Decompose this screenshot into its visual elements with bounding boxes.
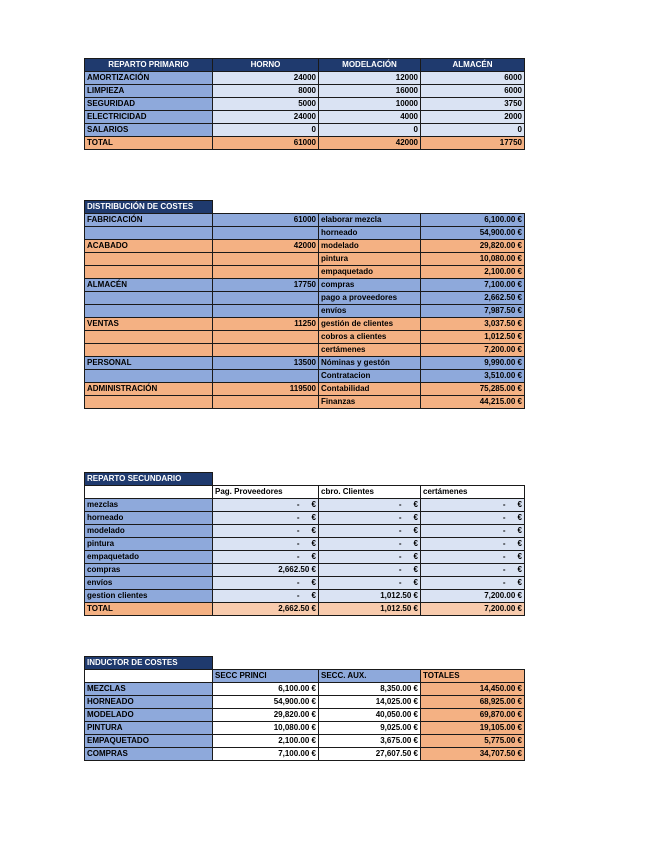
- cell-value: 3,675.00 €: [319, 735, 421, 748]
- table-row: [85, 748, 525, 761]
- row-label: compras: [85, 564, 213, 577]
- cell-value: 10,080.00 €: [213, 722, 319, 735]
- cell-value: [213, 551, 319, 564]
- cell-value: [319, 499, 421, 512]
- cell-value: 14,025.00 €: [319, 696, 421, 709]
- cell-value: [319, 551, 421, 564]
- cell-value: [213, 590, 319, 603]
- row-label: MEZCLAS: [85, 683, 213, 696]
- cell-value: 2,100.00 €: [213, 735, 319, 748]
- section-label: [85, 292, 213, 305]
- table-title-row: [85, 657, 525, 670]
- dash-value: - €: [398, 526, 418, 535]
- activity-value: 29,820.00 €: [421, 240, 525, 253]
- section-label: [85, 396, 213, 409]
- section-value: 11250: [213, 318, 319, 331]
- table-row: [85, 85, 525, 98]
- section-value: [213, 370, 319, 383]
- cell-value: 1,012.50 €: [319, 590, 421, 603]
- header-cell: [85, 486, 213, 499]
- section-label: [85, 253, 213, 266]
- dash-value: - €: [296, 526, 316, 535]
- activity-label: cobros a clientes: [319, 331, 421, 344]
- dash-value: - €: [502, 539, 522, 548]
- dash-value: - €: [296, 513, 316, 522]
- table-row: [85, 499, 525, 512]
- table-row: [85, 227, 525, 240]
- cell-value: 6,100.00 €: [213, 683, 319, 696]
- table-row: [85, 590, 525, 603]
- row-label: modelado: [85, 525, 213, 538]
- table-row: [85, 111, 525, 124]
- table-row: [85, 551, 525, 564]
- total-value: 7,200.00 €: [421, 603, 525, 616]
- row-label: mezclas: [85, 499, 213, 512]
- table-row: [85, 683, 525, 696]
- table-title-row: [85, 201, 525, 214]
- section-label: ALMACÉN: [85, 279, 213, 292]
- dash-value: - €: [296, 539, 316, 548]
- table-header-row: [85, 670, 525, 683]
- section-label: FABRICACIÓN: [85, 214, 213, 227]
- row-label: EMPAQUETADO: [85, 735, 213, 748]
- dash-value: - €: [502, 565, 522, 574]
- cell-value: 12000: [319, 72, 421, 85]
- section-label: ACABADO: [85, 240, 213, 253]
- cell-value: [421, 512, 525, 525]
- cell-value: [421, 538, 525, 551]
- row-label: PINTURA: [85, 722, 213, 735]
- cell-value: 0: [213, 124, 319, 137]
- cell-value: 24000: [213, 111, 319, 124]
- table-row: [85, 564, 525, 577]
- activity-label: pintura: [319, 253, 421, 266]
- section-value: [213, 344, 319, 357]
- cell-value: 16000: [319, 85, 421, 98]
- header-cell: ALMACÉN: [421, 59, 525, 72]
- section-value: 13500: [213, 357, 319, 370]
- section-label: [85, 305, 213, 318]
- cell-value: [421, 525, 525, 538]
- activity-value: 2,662.50 €: [421, 292, 525, 305]
- dash-value: - €: [398, 500, 418, 509]
- table-row: [85, 577, 525, 590]
- section-label: PERSONAL: [85, 357, 213, 370]
- table-title-row: [85, 473, 525, 486]
- total-value: 69,870.00 €: [421, 709, 525, 722]
- cell-value: 8000: [213, 85, 319, 98]
- activity-value: 44,215.00 €: [421, 396, 525, 409]
- dash-value: - €: [398, 513, 418, 522]
- table-row: [85, 240, 525, 253]
- total-row: [85, 603, 525, 616]
- cell-value: [319, 525, 421, 538]
- cell-value: 0: [421, 124, 525, 137]
- activity-value: 54,900.00 €: [421, 227, 525, 240]
- total-value: 34,707.50 €: [421, 748, 525, 761]
- total-value: 14,450.00 €: [421, 683, 525, 696]
- table-row: [85, 735, 525, 748]
- cell-value: 7,100.00 €: [213, 748, 319, 761]
- cell-value: [213, 512, 319, 525]
- row-label: COMPRAS: [85, 748, 213, 761]
- inductor-costes-table: [84, 656, 525, 761]
- cell-value: [421, 564, 525, 577]
- activity-label: envíos: [319, 305, 421, 318]
- cell-value: [213, 525, 319, 538]
- activity-label: compras: [319, 279, 421, 292]
- table-row: [85, 525, 525, 538]
- dash-value: - €: [502, 552, 522, 561]
- activity-label: Nóminas y gestón: [319, 357, 421, 370]
- total-value: 2,662.50 €: [213, 603, 319, 616]
- row-label: LIMPIEZA: [85, 85, 213, 98]
- activity-value: 7,200.00 €: [421, 344, 525, 357]
- table-row: [85, 383, 525, 396]
- header-cell: [85, 670, 213, 683]
- row-label: gestion clientes: [85, 590, 213, 603]
- total-value: 1,012.50 €: [319, 603, 421, 616]
- table-row: [85, 538, 525, 551]
- table-row: [85, 357, 525, 370]
- cell-value: [421, 577, 525, 590]
- row-label: HORNEADO: [85, 696, 213, 709]
- cell-value: 2,662.50 €: [213, 564, 319, 577]
- activity-label: elaborar mezcla: [319, 214, 421, 227]
- cell-value: 2000: [421, 111, 525, 124]
- dash-value: - €: [502, 500, 522, 509]
- table-row: [85, 214, 525, 227]
- section-value: [213, 396, 319, 409]
- section-label: ADMINISTRACIÓN: [85, 383, 213, 396]
- total-value: 61000: [213, 137, 319, 150]
- dash-value: - €: [502, 526, 522, 535]
- section-value: [213, 227, 319, 240]
- total-label: TOTAL: [85, 603, 213, 616]
- table-row: [85, 396, 525, 409]
- dash-value: - €: [502, 513, 522, 522]
- cell-value: [213, 538, 319, 551]
- row-label: MODELADO: [85, 709, 213, 722]
- distribucion-costes-table: [84, 200, 525, 409]
- cell-value: 54,900.00 €: [213, 696, 319, 709]
- header-cell: cbro. Clientes: [319, 486, 421, 499]
- table-row: [85, 331, 525, 344]
- section-value: [213, 266, 319, 279]
- table-row: [85, 98, 525, 111]
- activity-label: empaquetado: [319, 266, 421, 279]
- dash-value: - €: [296, 591, 316, 600]
- section-label: [85, 331, 213, 344]
- section-label: [85, 266, 213, 279]
- header-cell: certámenes: [421, 486, 525, 499]
- cell-value: 0: [319, 124, 421, 137]
- dash-value: - €: [398, 539, 418, 548]
- header-cell: HORNO: [213, 59, 319, 72]
- cell-value: 9,025.00 €: [319, 722, 421, 735]
- dash-value: - €: [296, 500, 316, 509]
- header-cell: REPARTO PRIMARIO: [85, 59, 213, 72]
- table-row: [85, 344, 525, 357]
- table-row: [85, 253, 525, 266]
- header-cell: SECC. AUX.: [319, 670, 421, 683]
- table-row: [85, 266, 525, 279]
- cell-value: [213, 499, 319, 512]
- reparto-secundario-table: [84, 472, 525, 616]
- section-value: [213, 292, 319, 305]
- table-title: REPARTO SECUNDARIO: [85, 473, 213, 486]
- section-label: VENTAS: [85, 318, 213, 331]
- activity-label: Contratacion: [319, 370, 421, 383]
- activity-value: 10,080.00 €: [421, 253, 525, 266]
- row-label: empaquetado: [85, 551, 213, 564]
- activity-label: horneado: [319, 227, 421, 240]
- row-label: ELECTRICIDAD: [85, 111, 213, 124]
- cell-value: [319, 577, 421, 590]
- activity-value: 6,100.00 €: [421, 214, 525, 227]
- activity-label: gestión de clientes: [319, 318, 421, 331]
- section-value: [213, 305, 319, 318]
- cell-value: [319, 512, 421, 525]
- header-cell: Pag. Proveedores: [213, 486, 319, 499]
- cell-value: 10000: [319, 98, 421, 111]
- cell-value: [319, 538, 421, 551]
- activity-value: 3,510.00 €: [421, 370, 525, 383]
- cell-value: 6000: [421, 85, 525, 98]
- cell-value: [421, 551, 525, 564]
- dash-value: - €: [502, 578, 522, 587]
- total-value: 19,105.00 €: [421, 722, 525, 735]
- activity-value: 1,012.50 €: [421, 331, 525, 344]
- activity-label: Contabilidad: [319, 383, 421, 396]
- table-row: [85, 722, 525, 735]
- table-row: [85, 318, 525, 331]
- section-label: [85, 227, 213, 240]
- activity-value: 7,987.50 €: [421, 305, 525, 318]
- cell-value: 8,350.00 €: [319, 683, 421, 696]
- cell-value: 40,050.00 €: [319, 709, 421, 722]
- row-label: SEGURIDAD: [85, 98, 213, 111]
- activity-value: 2,100.00 €: [421, 266, 525, 279]
- section-value: 61000: [213, 214, 319, 227]
- table-header-row: [85, 59, 525, 72]
- cell-value: [421, 499, 525, 512]
- cell-value: 24000: [213, 72, 319, 85]
- total-value: 5,775.00 €: [421, 735, 525, 748]
- row-label: envíos: [85, 577, 213, 590]
- section-value: 119500: [213, 383, 319, 396]
- table-row: [85, 124, 525, 137]
- header-cell: SECC PRINCI: [213, 670, 319, 683]
- table-row: [85, 72, 525, 85]
- section-value: [213, 253, 319, 266]
- cell-value: [213, 577, 319, 590]
- table-title: INDUCTOR DE COSTES: [85, 657, 213, 670]
- activity-label: Finanzas: [319, 396, 421, 409]
- dash-value: - €: [398, 565, 418, 574]
- dash-value: - €: [398, 552, 418, 561]
- section-label: [85, 370, 213, 383]
- cell-value: 29,820.00 €: [213, 709, 319, 722]
- row-label: SALARIOS: [85, 124, 213, 137]
- header-cell: TOTALES: [421, 670, 525, 683]
- cell-value: [319, 564, 421, 577]
- table-row: [85, 370, 525, 383]
- table-row: [85, 279, 525, 292]
- total-label: TOTAL: [85, 137, 213, 150]
- table-title: DISTRIBUCIÓN DE COSTES: [85, 201, 213, 214]
- section-value: 17750: [213, 279, 319, 292]
- section-label: [85, 344, 213, 357]
- table-row: [85, 292, 525, 305]
- cell-value: 4000: [319, 111, 421, 124]
- activity-value: 9,990.00 €: [421, 357, 525, 370]
- activity-value: 3,037.50 €: [421, 318, 525, 331]
- table-row: [85, 709, 525, 722]
- total-value: 42000: [319, 137, 421, 150]
- cell-value: 6000: [421, 72, 525, 85]
- cell-value: 27,607.50 €: [319, 748, 421, 761]
- row-label: pintura: [85, 538, 213, 551]
- cell-value: 3750: [421, 98, 525, 111]
- table-row: [85, 512, 525, 525]
- table-header-row: [85, 486, 525, 499]
- total-value: 68,925.00 €: [421, 696, 525, 709]
- activity-label: modelado: [319, 240, 421, 253]
- dash-value: - €: [296, 578, 316, 587]
- cell-value: 7,200.00 €: [421, 590, 525, 603]
- reparto-primario-table: [84, 58, 525, 150]
- activity-label: pago a proveedores: [319, 292, 421, 305]
- section-value: 42000: [213, 240, 319, 253]
- activity-value: 7,100.00 €: [421, 279, 525, 292]
- total-row: [85, 137, 525, 150]
- row-label: horneado: [85, 512, 213, 525]
- activity-value: 75,285.00 €: [421, 383, 525, 396]
- activity-label: certámenes: [319, 344, 421, 357]
- row-label: AMORTIZACIÓN: [85, 72, 213, 85]
- cell-value: 5000: [213, 98, 319, 111]
- dash-value: - €: [398, 578, 418, 587]
- header-cell: MODELACIÓN: [319, 59, 421, 72]
- total-value: 17750: [421, 137, 525, 150]
- section-value: [213, 331, 319, 344]
- table-row: [85, 696, 525, 709]
- table-row: [85, 305, 525, 318]
- dash-value: - €: [296, 552, 316, 561]
